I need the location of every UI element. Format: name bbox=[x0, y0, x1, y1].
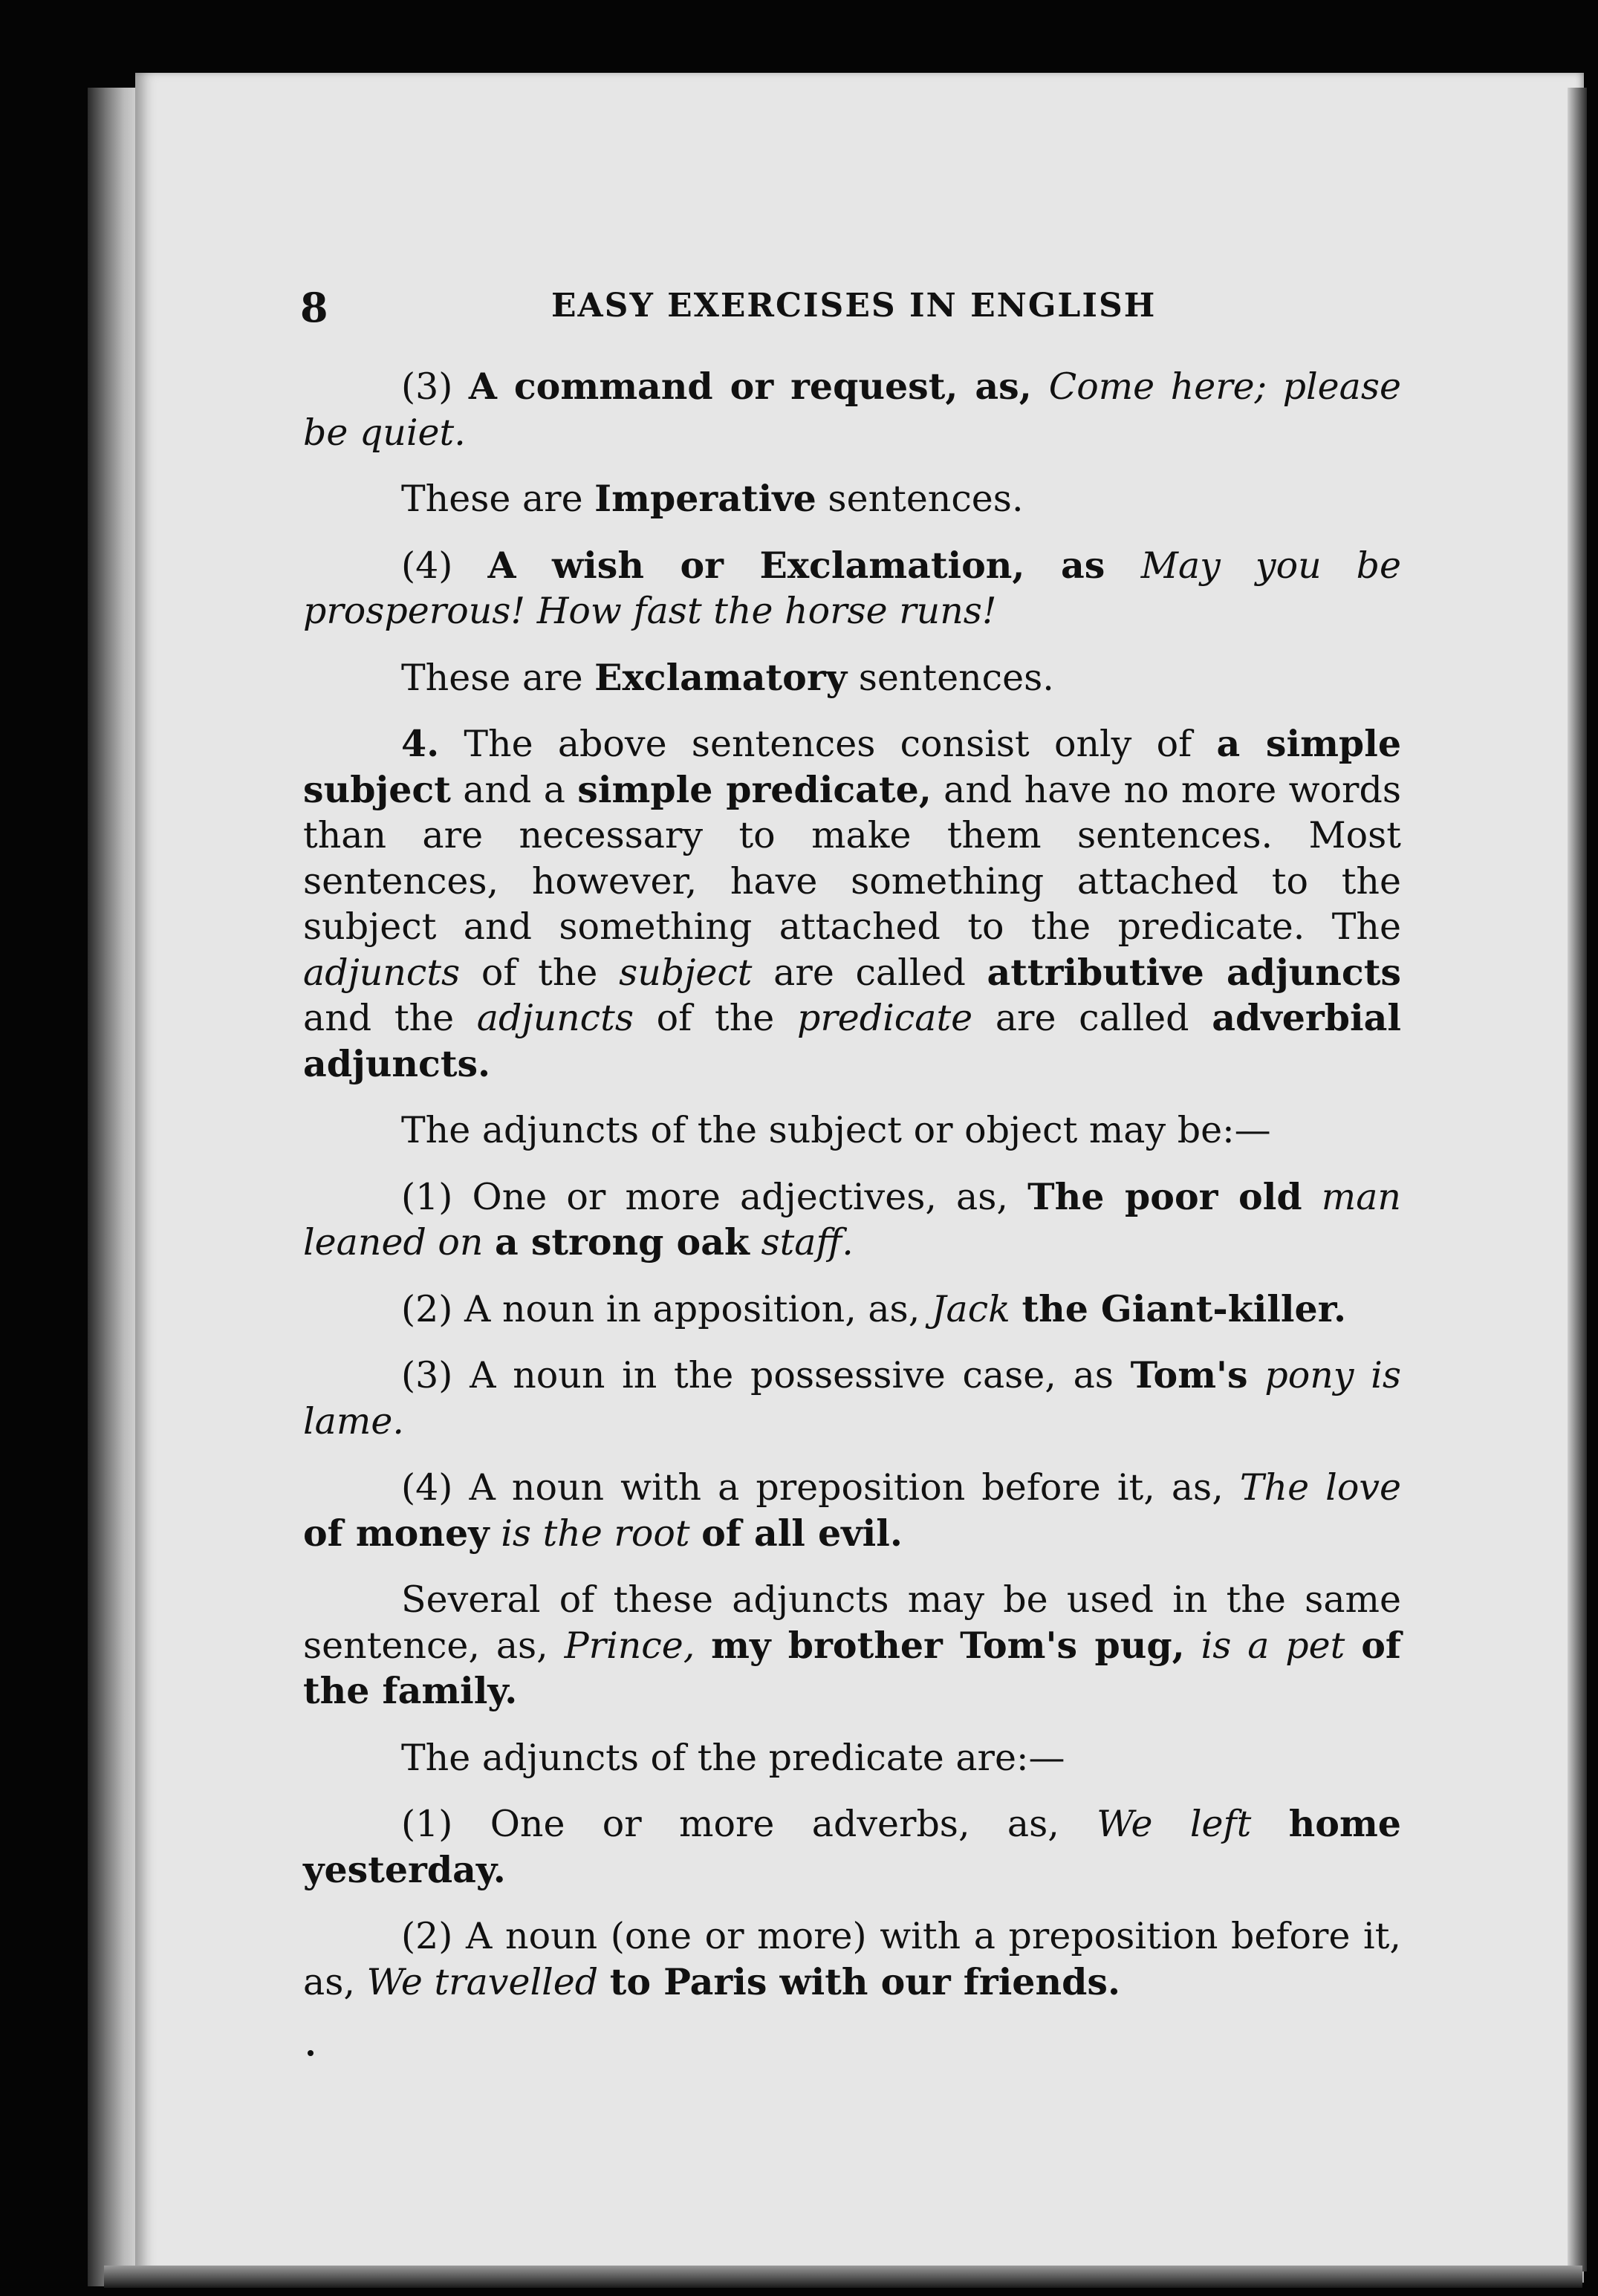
bold-run: The poor old bbox=[1027, 1174, 1302, 1218]
paragraph bbox=[303, 1801, 1401, 1893]
paragraph bbox=[303, 721, 1401, 1087]
bold-run: a simple subject bbox=[303, 722, 1401, 811]
page-right-edge bbox=[1568, 88, 1587, 2271]
italic-run: subject bbox=[619, 951, 753, 994]
text-run bbox=[1185, 1625, 1201, 1667]
paragraph bbox=[303, 1735, 1401, 1781]
paragraph bbox=[303, 364, 1401, 455]
bold-run: adverbial adjuncts. bbox=[303, 996, 1401, 1085]
text-run: and have no more words than are necessary to make them sentences. Most sentences, however, have something attached to the subject and something attached to the predicate. The bbox=[303, 768, 1401, 948]
italic-run: staff. bbox=[761, 1221, 854, 1264]
text-run bbox=[695, 1625, 711, 1667]
text-run: are called bbox=[752, 951, 987, 994]
italic-run: May you be prosperous! How fast the horse runs! bbox=[303, 544, 1402, 632]
paragraph bbox=[303, 1913, 1401, 2005]
text-run: The adjuncts of the predicate are:— bbox=[401, 1736, 1065, 1779]
bold-run: a strong oak bbox=[495, 1220, 750, 1264]
bold-run: Tom's bbox=[1130, 1353, 1248, 1396]
text-run bbox=[1302, 1176, 1322, 1218]
text-run: sentences. bbox=[847, 656, 1054, 699]
text-run: (2) A noun in apposition, as, bbox=[401, 1287, 932, 1330]
italic-run: adjuncts bbox=[303, 951, 461, 994]
bold-run: A wish or Exclamation, as bbox=[487, 543, 1141, 587]
bold-run: 4. bbox=[401, 722, 440, 765]
italic-run: Jack bbox=[931, 1287, 1010, 1330]
italic-run: predicate bbox=[796, 997, 973, 1039]
text-run bbox=[490, 1512, 501, 1555]
page-bottom-edge bbox=[104, 2266, 1582, 2288]
italic-run: Prince, bbox=[564, 1624, 695, 1667]
text-run: (1) One or more adverbs, as, bbox=[401, 1803, 1097, 1845]
bold-run: of money bbox=[303, 1511, 490, 1555]
bold-run: home yesterday. bbox=[303, 1802, 1401, 1891]
italic-run: We left bbox=[1097, 1803, 1252, 1845]
text-run: (2) A noun (one or more) with a preposition before it, as, bbox=[303, 1915, 1401, 2003]
paragraph bbox=[303, 1353, 1401, 1444]
text-run: sentences. bbox=[816, 478, 1024, 520]
text-run: The adjuncts of the subject or object may be:— bbox=[401, 1109, 1271, 1151]
bold-run: Exclamatory bbox=[594, 655, 848, 699]
bold-run: my brother Tom's pug, bbox=[711, 1623, 1185, 1667]
text-run bbox=[1251, 1803, 1288, 1845]
text-run: (3) A noun in the possessive case, as bbox=[401, 1354, 1131, 1396]
text-run: (4) A noun with a preposition before it, as, bbox=[401, 1466, 1240, 1509]
paragraph bbox=[303, 655, 1401, 701]
text-run bbox=[690, 1512, 702, 1555]
text-run bbox=[1345, 1625, 1361, 1667]
italic-run: adjuncts bbox=[476, 997, 634, 1039]
paragraph bbox=[303, 1577, 1401, 1714]
text-run: (1) One or more adjectives, as, bbox=[401, 1175, 1028, 1218]
italic-run: The love bbox=[1239, 1466, 1402, 1509]
bold-run: the Giant-killer. bbox=[1022, 1287, 1347, 1330]
text-run: The above sentences consist only of bbox=[439, 723, 1217, 765]
text-run: Several of these adjuncts may be used in the same sentence, as, bbox=[303, 1578, 1401, 1667]
text-run: These are bbox=[401, 656, 595, 699]
page-number: 8 bbox=[300, 284, 328, 331]
bold-run: of the family. bbox=[303, 1623, 1401, 1712]
text-run: These are bbox=[401, 478, 595, 520]
running-head: EASY EXERCISES IN ENGLISH bbox=[551, 287, 1157, 325]
italic-run: is the root bbox=[501, 1512, 690, 1555]
bold-run: A command or request, as, bbox=[468, 365, 1049, 408]
italic-run: is a pet bbox=[1201, 1624, 1345, 1667]
text-run: (3) bbox=[401, 365, 469, 408]
text-run bbox=[483, 1221, 495, 1264]
text-run: and the bbox=[303, 997, 477, 1039]
italic-run: We travelled bbox=[366, 1960, 599, 2003]
text-run: (4) bbox=[401, 544, 488, 587]
paragraph bbox=[303, 1108, 1401, 1154]
italic-run: man leaned on bbox=[303, 1175, 1401, 1264]
text-run bbox=[1248, 1354, 1265, 1396]
text-run bbox=[598, 1961, 610, 2003]
bold-run: Imperative bbox=[594, 477, 816, 520]
bold-run: to Paris with our friends. bbox=[609, 1960, 1121, 2003]
text-run: are called bbox=[972, 997, 1212, 1039]
ink-speck bbox=[308, 2050, 314, 2056]
bold-run: of all evil. bbox=[701, 1511, 903, 1555]
text-run bbox=[1010, 1288, 1022, 1330]
paragraph bbox=[303, 543, 1401, 634]
text-run: of the bbox=[633, 997, 797, 1039]
paragraph bbox=[303, 1287, 1401, 1333]
text-run bbox=[750, 1221, 761, 1264]
text-run: of the bbox=[460, 951, 620, 994]
bold-run: simple predicate, bbox=[577, 767, 932, 811]
body-text bbox=[303, 364, 1401, 2026]
text-run: and a bbox=[450, 768, 578, 811]
italic-run: Come here; please be quiet. bbox=[303, 365, 1401, 454]
italic-run: pony is lame. bbox=[303, 1354, 1401, 1443]
paragraph bbox=[303, 1465, 1401, 1556]
paragraph bbox=[303, 1174, 1401, 1266]
paragraph bbox=[303, 476, 1401, 522]
bold-run: attributive adjuncts bbox=[987, 950, 1401, 994]
